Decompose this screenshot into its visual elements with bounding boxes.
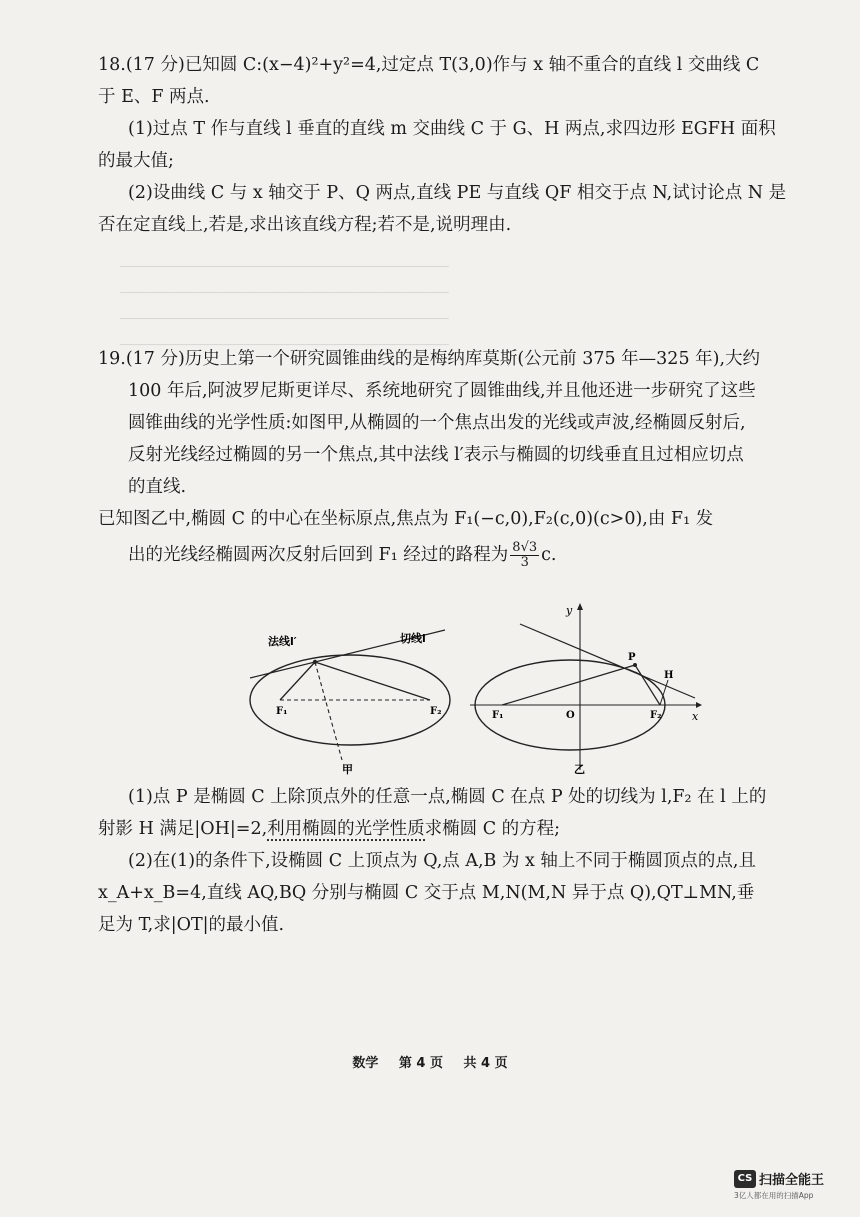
question-18 — [98, 49, 828, 241]
caption-yi: 乙 — [574, 763, 585, 776]
q19-stem: 19.(17 分)历史上第一个研究圆锥曲线的是梅纳库莫斯(公元前 375 年—325 年),大约 — [98, 349, 761, 369]
q18-stem-line2: 于 E、F 两点. — [98, 87, 210, 107]
question-19-parts — [98, 781, 828, 941]
q19-given-line2: 出的光线经椭圆两次反射后回到 F₁ 经过的路程为 $\frac{8√3}{3}$ c. — [128, 540, 557, 570]
label-f1-jia: F₁ — [276, 706, 288, 717]
q19-stem-line3: 圆锥曲线的光学性质:如图甲,从椭圆的一个焦点出发的光线或声波,经椭圆反射后, — [128, 413, 746, 433]
q19-stem-line2: 100 年后,阿波罗尼斯更详尽、系统地研究了圆锥曲线,并且他还进一步研究了这些 — [128, 381, 756, 401]
label-f2-jia: F₂ — [430, 706, 442, 717]
page-footer — [0, 1052, 860, 1071]
figures — [240, 600, 720, 780]
q18-part2: (2)设曲线 C 与 x 轴交于 P、Q 两点,直线 PE 与直线 QF 相交于点 N,试讨论点 N 是 — [128, 183, 787, 203]
footer-subject: 数学 — [352, 1056, 379, 1071]
question-19 — [98, 343, 828, 575]
q18-stem: 18.(17 分)已知圆 C:(x−4)²+y²=4,过定点 T(3,0)作与 x 轴不重合的直线 l 交曲线 C — [98, 55, 760, 75]
q19-part2: (2)在(1)的条件下,设椭圆 C 上顶点为 Q,点 A,B 为 x 轴上不同于椭圆顶点的点,且 — [128, 851, 756, 871]
figure-yi — [470, 603, 702, 776]
label-f2-yi: F₂ — [650, 710, 662, 721]
q19-given-line1: 已知图乙中,椭圆 C 的中心在坐标原点,焦点为 F₁(−c,0),F₂(c,0)(c>0),由 F₁ 发 — [98, 509, 714, 529]
path-length-fraction: $\frac{8√3}{3}$ — [512, 540, 538, 570]
q19-part1-line2: 射影 H 满足|OH|=2,利用椭圆的光学性质求椭圆 C 的方程; — [98, 819, 561, 839]
footer-page: 第 4 页 — [398, 1056, 443, 1071]
cs-logo-icon: CS — [734, 1170, 756, 1188]
footer-total: 共 4 页 — [463, 1056, 508, 1071]
caption-jia: 甲 — [342, 763, 353, 776]
label-y-axis: y — [566, 604, 573, 617]
q18-part1-line2: 的最大值; — [98, 151, 174, 171]
q18-part2-line2: 否在定直线上,若是,求出该直线方程;若不是,说明理由. — [98, 215, 512, 235]
bleed-through-text: ────────────────────────────────────────── ────────────────────────────────────────── ────────────────────────────────────────── ────────────────────────────────────────── — [120, 260, 449, 353]
label-tangent: 切线l — [400, 632, 426, 645]
label-p: P — [628, 652, 636, 663]
q19-part2-line2: x_A+x_B=4,直线 AQ,BQ 分别与椭圆 C 交于点 M,N(M,N 异于点 Q),QT⊥MN,垂 — [98, 883, 755, 903]
figure-jia — [250, 630, 450, 776]
label-origin: O — [566, 710, 575, 721]
q19-part1: (1)点 P 是椭圆 C 上除顶点外的任意一点,椭圆 C 在点 P 处的切线为 l,F₂ 在 l 上的 — [128, 787, 767, 807]
q19-stem-line5: 的直线. — [128, 477, 187, 497]
label-normal: 法线l′ — [268, 635, 297, 648]
label-x-axis: x — [692, 710, 699, 723]
q19-stem-line4: 反射光线经过椭圆的另一个焦点,其中法线 l′表示与椭圆的切线垂直且过相应切点 — [128, 445, 744, 465]
brand-tagline: 3亿人都在用的扫描App — [734, 1191, 814, 1200]
q18-part1: (1)过点 T 作与直线 l 垂直的直线 m 交曲线 C 于 G、H 两点,求四边形 EGFH 面积 — [128, 119, 776, 139]
brand-name: 扫描全能王 — [759, 1173, 825, 1188]
label-h: H — [664, 670, 674, 681]
scanner-watermark — [734, 1168, 844, 1201]
label-f1-yi: F₁ — [492, 710, 504, 721]
q19-part2-line3: 足为 T,求|OT|的最小值. — [98, 915, 285, 935]
